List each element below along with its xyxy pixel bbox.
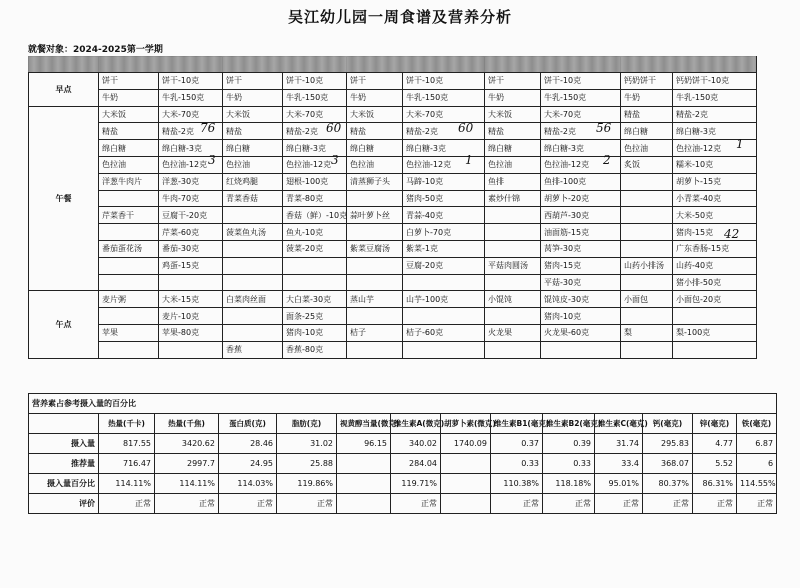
dish-cell bbox=[347, 341, 403, 358]
nutrition-value: 716.47 bbox=[99, 454, 155, 474]
ingredient-cell: 糯米-10克 bbox=[673, 156, 757, 173]
dish-cell: 绵白糖 bbox=[99, 140, 159, 157]
dish-cell bbox=[485, 240, 541, 257]
ingredient-cell: 精盐-2克 bbox=[283, 123, 347, 140]
dish-cell: 平菇肉圆汤 bbox=[485, 257, 541, 274]
dish-cell: 饼干 bbox=[99, 73, 159, 90]
dish-cell bbox=[621, 308, 673, 325]
nutrient-header: 钙(毫克) bbox=[643, 414, 693, 434]
nutrition-value: 0.37 bbox=[491, 434, 543, 454]
dish-cell bbox=[223, 257, 283, 274]
dish-cell bbox=[347, 274, 403, 291]
menu-row bbox=[29, 156, 757, 173]
nutrition-value bbox=[337, 454, 391, 474]
menu-row bbox=[29, 140, 757, 157]
dish-cell: 大米饭 bbox=[485, 106, 541, 123]
nutrition-row bbox=[29, 494, 777, 514]
handwritten-note: 2 bbox=[603, 153, 611, 167]
dish-cell bbox=[223, 324, 283, 341]
ingredient-cell: 火龙果-60克 bbox=[541, 324, 621, 341]
nutrition-value: 295.83 bbox=[643, 434, 693, 454]
dish-cell: 绵白糖 bbox=[485, 140, 541, 157]
dish-cell: 紫菜豆腐汤 bbox=[347, 240, 403, 257]
dish-cell bbox=[485, 224, 541, 241]
ingredient-cell: 饼干-10克 bbox=[403, 73, 485, 90]
nutrient-header: 维生素C(毫克) bbox=[595, 414, 643, 434]
dish-cell bbox=[347, 308, 403, 325]
nutrient-header: 视黄醇当量(微克) bbox=[337, 414, 391, 434]
menu-row bbox=[29, 89, 757, 106]
menu-row bbox=[29, 274, 757, 291]
nutrition-value: 正常 bbox=[491, 494, 543, 514]
ingredient-cell: 胡萝卜-20克 bbox=[541, 190, 621, 207]
nutrient-header: 热量(千卡) bbox=[99, 414, 155, 434]
ingredient-cell: 绵白糖-3克 bbox=[283, 140, 347, 157]
menu-row bbox=[29, 324, 757, 341]
nutrient-header: 锌(毫克) bbox=[693, 414, 737, 434]
dish-cell: 绵白糖 bbox=[223, 140, 283, 157]
dish-cell: 蒸山芋 bbox=[347, 291, 403, 308]
dish-cell: 色拉油 bbox=[99, 156, 159, 173]
dish-cell bbox=[621, 173, 673, 190]
dish-cell: 炙饭 bbox=[621, 156, 673, 173]
ingredient-cell: 色拉油-12克 bbox=[283, 156, 347, 173]
meal-label: 午点 bbox=[29, 291, 99, 358]
ingredient-cell: 芹菜-60克 bbox=[159, 224, 223, 241]
ingredient-cell: 麦片-10克 bbox=[159, 308, 223, 325]
menu-row bbox=[29, 73, 757, 90]
nutrition-value: 31.02 bbox=[277, 434, 337, 454]
ingredient-cell bbox=[159, 274, 223, 291]
ingredient-cell: 油面筋-15克 bbox=[541, 224, 621, 241]
dish-cell bbox=[99, 274, 159, 291]
nutrition-value: 340.02 bbox=[391, 434, 441, 454]
nutrition-value: 119.71% bbox=[391, 474, 441, 494]
ingredient-cell: 番茄-30克 bbox=[159, 240, 223, 257]
nutrition-value: 95.01% bbox=[595, 474, 643, 494]
ingredient-cell: 色拉油-12克 bbox=[541, 156, 621, 173]
nutrition-row bbox=[29, 454, 777, 474]
ingredient-cell: 大米-70克 bbox=[283, 106, 347, 123]
ingredient-cell bbox=[159, 341, 223, 358]
dish-cell bbox=[223, 207, 283, 224]
dish-cell: 大米饭 bbox=[223, 106, 283, 123]
dish-cell: 小面包 bbox=[621, 291, 673, 308]
ingredient-cell: 鸡蛋-15克 bbox=[159, 257, 223, 274]
ingredient-cell: 鱼丸-10克 bbox=[283, 224, 347, 241]
ingredient-cell: 精盐-2克 bbox=[403, 123, 485, 140]
nutrition-value: 114.55% bbox=[737, 474, 777, 494]
dish-cell: 清蒸狮子头 bbox=[347, 173, 403, 190]
nutrition-value: 6.87 bbox=[737, 434, 777, 454]
dish-cell: 饼干 bbox=[347, 73, 403, 90]
ingredient-cell: 菠菜-20克 bbox=[283, 240, 347, 257]
handwritten-note: 3 bbox=[208, 153, 216, 167]
ingredient-cell bbox=[541, 341, 621, 358]
nutrition-value: 正常 bbox=[277, 494, 337, 514]
nutrition-value: 24.95 bbox=[219, 454, 277, 474]
nutrition-value: 正常 bbox=[543, 494, 595, 514]
nutrient-header: 维生素B1(毫克) bbox=[491, 414, 543, 434]
dish-cell: 麦片粥 bbox=[99, 291, 159, 308]
nutrition-value: 正常 bbox=[99, 494, 155, 514]
nutrition-table bbox=[28, 393, 777, 514]
ingredient-cell: 大米-15克 bbox=[159, 291, 223, 308]
nutrition-value: 31.74 bbox=[595, 434, 643, 454]
dish-cell: 色拉油 bbox=[621, 140, 673, 157]
ingredient-cell: 翅根-100克 bbox=[283, 173, 347, 190]
nutrient-header: 蛋白质(克) bbox=[219, 414, 277, 434]
dish-cell: 牛奶 bbox=[347, 89, 403, 106]
snack-section bbox=[29, 291, 757, 358]
dish-cell: 蒜叶萝卜丝 bbox=[347, 207, 403, 224]
ingredient-cell: 平菇-30克 bbox=[541, 274, 621, 291]
nutrition-value: 33.4 bbox=[595, 454, 643, 474]
ingredient-cell: 牛乳-150克 bbox=[283, 89, 347, 106]
nutrition-value: 3420.62 bbox=[155, 434, 219, 454]
handwritten-note: 1 bbox=[736, 137, 744, 151]
nutrition-row-label: 推荐量 bbox=[29, 454, 99, 474]
dish-cell bbox=[99, 190, 159, 207]
ingredient-cell: 牛乳-150克 bbox=[541, 89, 621, 106]
ingredient-cell: 猪肉-15克 bbox=[541, 257, 621, 274]
dish-cell: 色拉油 bbox=[485, 156, 541, 173]
dish-cell: 牛奶 bbox=[485, 89, 541, 106]
ingredient-cell: 大米-70克 bbox=[403, 106, 485, 123]
nutrition-value: 6 bbox=[737, 454, 777, 474]
ingredient-cell: 精盐-2克 bbox=[159, 123, 223, 140]
ingredient-cell: 豆腐-20克 bbox=[403, 257, 485, 274]
ingredient-cell bbox=[283, 274, 347, 291]
dish-cell: 芹菜香干 bbox=[99, 207, 159, 224]
document-subtitle: 就餐对象：2024-2025第一学期 bbox=[28, 45, 163, 55]
nutrition-value: 正常 bbox=[643, 494, 693, 514]
nutrition-value: 119.86% bbox=[277, 474, 337, 494]
dish-cell: 红烧鸡腿 bbox=[223, 173, 283, 190]
nutrition-value: 0.33 bbox=[491, 454, 543, 474]
ingredient-cell: 大白菜-30克 bbox=[283, 291, 347, 308]
handwritten-note: 76 bbox=[200, 121, 216, 135]
nutrition-value: 5.52 bbox=[693, 454, 737, 474]
ingredient-cell: 牛乳-150克 bbox=[673, 89, 757, 106]
dish-cell bbox=[621, 190, 673, 207]
ingredient-cell: 色拉油-12克 bbox=[673, 140, 757, 157]
nutrition-value: 118.18% bbox=[543, 474, 595, 494]
stamped-date-header bbox=[28, 56, 756, 72]
nutrient-header: 维生素A(微克) bbox=[391, 414, 441, 434]
dish-cell: 精盐 bbox=[621, 106, 673, 123]
ingredient-cell: 马蹄-10克 bbox=[403, 173, 485, 190]
handwritten-note: 42 bbox=[724, 227, 740, 241]
menu-row bbox=[29, 173, 757, 190]
dish-cell bbox=[621, 224, 673, 241]
menu-row bbox=[29, 106, 757, 123]
ingredient-cell: 豆腐干-20克 bbox=[159, 207, 223, 224]
ingredient-cell: 梨-100克 bbox=[673, 324, 757, 341]
menu-row bbox=[29, 224, 757, 241]
dish-cell: 绵白糖 bbox=[621, 123, 673, 140]
nutrition-value: 2997.7 bbox=[155, 454, 219, 474]
ingredient-cell: 绵白糖-3克 bbox=[403, 140, 485, 157]
dish-cell: 牛奶 bbox=[223, 89, 283, 106]
dish-cell bbox=[99, 224, 159, 241]
ingredient-cell: 面条-25克 bbox=[283, 308, 347, 325]
dish-cell: 小馄饨 bbox=[485, 291, 541, 308]
ingredient-cell bbox=[673, 341, 757, 358]
ingredient-cell: 小面包-20克 bbox=[673, 291, 757, 308]
ingredient-cell: 大米-70克 bbox=[159, 106, 223, 123]
meal-label: 早点 bbox=[29, 73, 99, 107]
nutrition-value: 114.03% bbox=[219, 474, 277, 494]
ingredient-cell: 饼干-10克 bbox=[541, 73, 621, 90]
nutrition-value: 正常 bbox=[155, 494, 219, 514]
ingredient-cell: 精盐-2克 bbox=[673, 106, 757, 123]
dish-cell: 山药小排汤 bbox=[621, 257, 673, 274]
ingredient-cell: 胡萝卜-15克 bbox=[673, 173, 757, 190]
nutrition-value: 正常 bbox=[595, 494, 643, 514]
nutrition-value: 284.04 bbox=[391, 454, 441, 474]
dish-cell: 精盐 bbox=[99, 123, 159, 140]
dish-cell bbox=[99, 308, 159, 325]
nutrition-value: 0.33 bbox=[543, 454, 595, 474]
nutrition-value: 正常 bbox=[693, 494, 737, 514]
nutrition-value bbox=[441, 454, 491, 474]
ingredient-cell: 猪肉-15克 bbox=[673, 224, 757, 241]
menu-row bbox=[29, 123, 757, 140]
ingredient-cell: 猪肉-50克 bbox=[403, 190, 485, 207]
nutrition-value: 114.11% bbox=[99, 474, 155, 494]
ingredient-cell: 色拉油-12克 bbox=[159, 156, 223, 173]
nutrition-value: 86.31% bbox=[693, 474, 737, 494]
dish-cell: 菠菜鱼丸汤 bbox=[223, 224, 283, 241]
ingredient-cell: 绵白糖-3克 bbox=[541, 140, 621, 157]
ingredient-cell: 洋葱-30克 bbox=[159, 173, 223, 190]
menu-row bbox=[29, 291, 757, 308]
ingredient-cell: 莴笋-30克 bbox=[541, 240, 621, 257]
menu-row bbox=[29, 257, 757, 274]
ingredient-cell: 山药-40克 bbox=[673, 257, 757, 274]
dish-cell: 青菜香菇 bbox=[223, 190, 283, 207]
nutrition-value: 28.46 bbox=[219, 434, 277, 454]
ingredient-cell: 猪肉-10克 bbox=[541, 308, 621, 325]
dish-cell: 精盐 bbox=[223, 123, 283, 140]
nutrition-value: 1740.09 bbox=[441, 434, 491, 454]
ingredient-cell: 香菇（鲜）-10克 bbox=[283, 207, 347, 224]
ingredient-cell: 山芋-100克 bbox=[403, 291, 485, 308]
nutrition-value: 正常 bbox=[219, 494, 277, 514]
nutrition-body bbox=[29, 434, 777, 514]
ingredient-cell: 青蒜-40克 bbox=[403, 207, 485, 224]
menu-row bbox=[29, 207, 757, 224]
ingredient-cell: 牛乳-150克 bbox=[403, 89, 485, 106]
dish-cell: 牛奶 bbox=[99, 89, 159, 106]
dish-cell: 火龙果 bbox=[485, 324, 541, 341]
nutrition-value: 368.07 bbox=[643, 454, 693, 474]
dish-cell bbox=[485, 308, 541, 325]
dish-cell bbox=[347, 190, 403, 207]
ingredient-cell: 牛肉-70克 bbox=[159, 190, 223, 207]
dish-cell bbox=[99, 341, 159, 358]
handwritten-note: 3 bbox=[331, 153, 339, 167]
dish-cell: 大米饭 bbox=[347, 106, 403, 123]
nutrition-value: 96.15 bbox=[337, 434, 391, 454]
meal-label: 午餐 bbox=[29, 106, 99, 291]
dish-cell: 饼干 bbox=[485, 73, 541, 90]
nutrition-value: 4.77 bbox=[693, 434, 737, 454]
ingredient-cell: 猪肉-10克 bbox=[283, 324, 347, 341]
dish-cell: 色拉油 bbox=[347, 156, 403, 173]
nutrition-value bbox=[441, 494, 491, 514]
nutrient-header: 脂肪(克) bbox=[277, 414, 337, 434]
nutrition-value bbox=[337, 474, 391, 494]
nutrition-value: 110.38% bbox=[491, 474, 543, 494]
ingredient-cell bbox=[403, 308, 485, 325]
nutrition-value: 正常 bbox=[391, 494, 441, 514]
menu-row bbox=[29, 341, 757, 358]
handwritten-note: 1 bbox=[465, 153, 473, 167]
ingredient-cell: 饼干-10克 bbox=[159, 73, 223, 90]
nutrition-row-label: 摄入量百分比 bbox=[29, 474, 99, 494]
ingredient-cell: 色拉油-12克 bbox=[403, 156, 485, 173]
nutrition-value: 114.11% bbox=[155, 474, 219, 494]
dish-cell: 白菜肉丝面 bbox=[223, 291, 283, 308]
dish-cell: 素炒什锦 bbox=[485, 190, 541, 207]
dish-cell bbox=[621, 207, 673, 224]
menu-row bbox=[29, 240, 757, 257]
nutrition-value: 817.55 bbox=[99, 434, 155, 454]
ingredient-cell: 精盐-2克 bbox=[541, 123, 621, 140]
ingredient-cell bbox=[283, 257, 347, 274]
ingredient-cell: 钙奶饼干-10克 bbox=[673, 73, 757, 90]
breakfast-section bbox=[29, 73, 757, 107]
dish-cell: 牛奶 bbox=[621, 89, 673, 106]
handwritten-note: 56 bbox=[596, 121, 612, 135]
ingredient-cell: 馄饨皮-30克 bbox=[541, 291, 621, 308]
ingredient-cell: 广东香肠-15克 bbox=[673, 240, 757, 257]
nutrition-row bbox=[29, 434, 777, 454]
nutrition-value bbox=[441, 474, 491, 494]
handwritten-note: 60 bbox=[458, 121, 474, 135]
lunch-section bbox=[29, 106, 757, 291]
dish-cell: 大米饭 bbox=[99, 106, 159, 123]
ingredient-cell bbox=[403, 274, 485, 291]
ingredient-cell bbox=[403, 341, 485, 358]
nutrition-section-row bbox=[29, 394, 777, 414]
nutrition-row-label: 评价 bbox=[29, 494, 99, 514]
document-title: 吴江幼儿园一周食谱及营养分析 bbox=[287, 8, 512, 26]
nutrition-value: 正常 bbox=[737, 494, 777, 514]
dish-cell bbox=[485, 274, 541, 291]
ingredient-cell: 紫菜-1克 bbox=[403, 240, 485, 257]
dish-cell bbox=[223, 240, 283, 257]
dish-cell: 钙奶饼干 bbox=[621, 73, 673, 90]
dish-cell bbox=[223, 274, 283, 291]
nutrient-header: 维生素B2(毫克) bbox=[543, 414, 595, 434]
dish-cell: 色拉油 bbox=[223, 156, 283, 173]
ingredient-cell bbox=[673, 308, 757, 325]
ingredient-cell: 大米-70克 bbox=[541, 106, 621, 123]
dish-cell bbox=[485, 207, 541, 224]
nutrition-header-row bbox=[29, 414, 777, 434]
dish-cell: 香蕉 bbox=[223, 341, 283, 358]
handwritten-note: 60 bbox=[326, 121, 342, 135]
ingredient-cell: 绵白糖-3克 bbox=[159, 140, 223, 157]
dish-cell: 苹果 bbox=[99, 324, 159, 341]
menu-row bbox=[29, 190, 757, 207]
nutrient-header: 热量(千焦) bbox=[155, 414, 219, 434]
dish-cell bbox=[223, 308, 283, 325]
menu-row bbox=[29, 308, 757, 325]
ingredient-cell: 牛乳-150克 bbox=[159, 89, 223, 106]
nutrient-header: 铁(毫克) bbox=[737, 414, 777, 434]
nutrition-row bbox=[29, 474, 777, 494]
dish-cell bbox=[347, 224, 403, 241]
ingredient-cell: 桔子-60克 bbox=[403, 324, 485, 341]
nutrition-row-label: 摄入量 bbox=[29, 434, 99, 454]
nutrition-value: 80.37% bbox=[643, 474, 693, 494]
ingredient-cell: 饼干-10克 bbox=[283, 73, 347, 90]
nutrient-header: 胡萝卜素(微克) bbox=[441, 414, 491, 434]
ingredient-cell: 青菜-80克 bbox=[283, 190, 347, 207]
nutrition-value bbox=[337, 494, 391, 514]
dish-cell bbox=[485, 341, 541, 358]
dish-cell bbox=[621, 274, 673, 291]
ingredient-cell: 大米-50克 bbox=[673, 207, 757, 224]
ingredient-cell: 苹果-80克 bbox=[159, 324, 223, 341]
dish-cell: 桔子 bbox=[347, 324, 403, 341]
ingredient-cell: 西葫芦-30克 bbox=[541, 207, 621, 224]
nutrition-value: 25.88 bbox=[277, 454, 337, 474]
dish-cell: 鱼排 bbox=[485, 173, 541, 190]
nutrition-section-label: 营养素占参考摄入量的百分比 bbox=[29, 394, 777, 414]
dish-cell bbox=[347, 257, 403, 274]
ingredient-cell: 猪小排-50克 bbox=[673, 274, 757, 291]
dish-cell: 番茄蛋花汤 bbox=[99, 240, 159, 257]
ingredient-cell: 白萝卜-70克 bbox=[403, 224, 485, 241]
dish-cell bbox=[621, 240, 673, 257]
dish-cell bbox=[99, 257, 159, 274]
ingredient-cell: 鱼排-100克 bbox=[541, 173, 621, 190]
dish-cell bbox=[621, 341, 673, 358]
dish-cell: 绵白糖 bbox=[347, 140, 403, 157]
dish-cell: 精盐 bbox=[347, 123, 403, 140]
dish-cell: 精盐 bbox=[485, 123, 541, 140]
dish-cell: 洋葱牛肉片 bbox=[99, 173, 159, 190]
ingredient-cell: 绵白糖-3克 bbox=[673, 123, 757, 140]
ingredient-cell: 小青菜-40克 bbox=[673, 190, 757, 207]
dish-cell: 梨 bbox=[621, 324, 673, 341]
dish-cell: 饼干 bbox=[223, 73, 283, 90]
nutrition-value: 0.39 bbox=[543, 434, 595, 454]
ingredient-cell: 香蕉-80克 bbox=[283, 341, 347, 358]
weekly-menu-table bbox=[28, 56, 757, 359]
